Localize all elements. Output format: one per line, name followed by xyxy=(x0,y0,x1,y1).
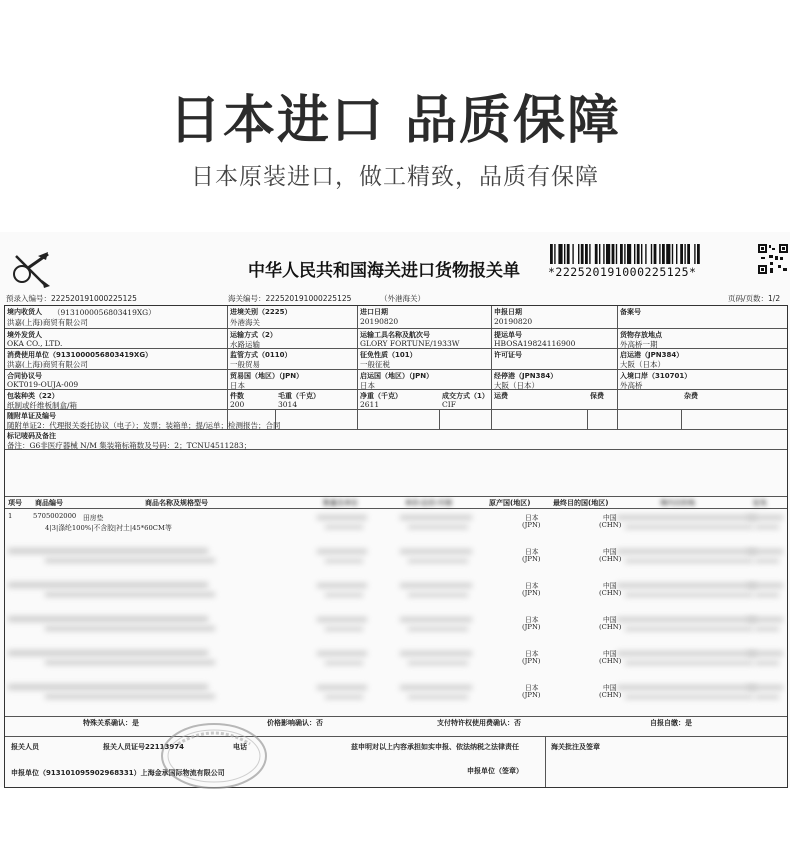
redacted-value xyxy=(755,627,779,631)
redacted-value xyxy=(747,617,783,622)
item-destination-code: (CHN) xyxy=(599,589,622,597)
shipper-label: 境外发货人 xyxy=(7,331,42,339)
barcode-bar xyxy=(654,244,657,264)
barcode-bar xyxy=(581,244,584,264)
redacted-value xyxy=(325,695,363,699)
transit-value: 大阪（日本） xyxy=(494,381,539,390)
barcode-bar xyxy=(680,244,683,264)
barcode-bar xyxy=(578,244,579,264)
redacted-value xyxy=(400,651,472,656)
barcode-bar xyxy=(637,244,640,264)
item-name: 田房垫 xyxy=(83,514,104,522)
declare-date-value: 20190820 xyxy=(494,317,533,326)
barcode-bar xyxy=(641,244,642,264)
consignee-code: （913100005680341​9XG） xyxy=(53,308,156,317)
header-price: 单价/总价/币制 xyxy=(405,499,453,507)
barcode-bar xyxy=(672,244,673,264)
barcode-bar xyxy=(603,244,604,264)
docs-value: 随附单证2：代理报关委托协议（电子）；发票；装箱单；提/运单；检测报告；合同 xyxy=(7,421,281,430)
customs-notes-label: 海关批注及签章 xyxy=(551,743,600,751)
redacted-value xyxy=(325,661,363,665)
redacted-value xyxy=(408,559,468,563)
barcode-bar xyxy=(684,244,685,264)
redacted-value xyxy=(755,593,779,597)
consignee-label: 境内收货人 xyxy=(7,308,42,316)
item-origin-code: (JPN) xyxy=(522,623,541,631)
barcode-bar xyxy=(564,244,565,264)
misc-fee-label: 杂费 xyxy=(684,392,698,400)
transit-label: 经停港（JPN384） xyxy=(494,372,558,380)
supervision-value: 一般贸易 xyxy=(230,360,260,369)
origin-country-label: 启运国（地区）（JPN） xyxy=(360,372,434,380)
redacted-value xyxy=(747,549,783,554)
item-destination: 中国 xyxy=(603,684,617,692)
storage-value: 外高桥一期 xyxy=(620,340,658,349)
barcode-bar xyxy=(634,244,635,264)
barcode-bar xyxy=(595,244,598,264)
item-origin-code: (JPN) xyxy=(522,589,541,597)
vessel-label: 运输工具名称及航次号 xyxy=(360,331,430,339)
redacted-value xyxy=(747,515,783,520)
redacted-value xyxy=(317,685,367,690)
barcode-bar xyxy=(624,244,625,264)
redacted-value xyxy=(325,559,363,563)
record-no-label: 备案号 xyxy=(620,308,641,316)
gross-weight-value: 3014 xyxy=(278,400,298,409)
contract-value: OKT019-OUJA-009 xyxy=(7,380,79,389)
redacted-value xyxy=(747,651,783,656)
redacted-item-desc xyxy=(8,616,208,622)
storage-label: 货物存放地点 xyxy=(620,331,662,339)
hero-subtitle: 日本原装进口，做工精致，品质有保障 xyxy=(191,164,599,190)
item-destination-code: (CHN) xyxy=(599,555,622,563)
redacted-value xyxy=(747,685,783,690)
header-origin: 原产国(地区) xyxy=(489,499,531,507)
item-code: 5705002000 xyxy=(33,512,77,520)
net-weight-label: 净重（千克） xyxy=(360,392,402,400)
redacted-value xyxy=(408,695,468,699)
preentry-number: 预录入编号：222520191000225125 xyxy=(6,294,137,303)
vessel-value: GLORY FORTUNE/1933W xyxy=(360,339,460,348)
redacted-value xyxy=(625,661,753,665)
redacted-item-spec xyxy=(45,660,215,665)
document-title: 中华人民共和国海关进口货物报关单 xyxy=(248,261,520,281)
user-unit-label: 消费使用单位（913100005680341​9XG） xyxy=(7,351,153,359)
barcode-bar xyxy=(558,244,562,264)
item-origin-code: (JPN) xyxy=(522,521,541,529)
transport-mode-value: 水路运输 xyxy=(230,340,260,349)
declarant-cert: 报关人员证号22113974 xyxy=(103,743,184,751)
redacted-value xyxy=(317,651,367,656)
barcode-bar xyxy=(651,244,652,264)
redacted-value xyxy=(400,515,472,520)
barcode-bar xyxy=(676,244,677,264)
tax-value: 一般征税 xyxy=(360,360,390,369)
declarant-label: 报关人员 xyxy=(11,743,39,751)
item-destination-code: (CHN) xyxy=(599,657,622,665)
phone-label: 电话 xyxy=(233,743,247,751)
redacted-value xyxy=(325,525,363,529)
redacted-value xyxy=(625,593,753,597)
entry-point-value: 外高桥 xyxy=(620,381,643,390)
pieces-label: 件数 xyxy=(230,392,244,400)
barcode-bar xyxy=(589,244,590,264)
terms-value: CIF xyxy=(442,400,456,409)
redacted-value xyxy=(755,525,779,529)
redacted-value xyxy=(625,695,753,699)
item-origin: 日本 xyxy=(525,684,539,692)
redacted-value xyxy=(317,583,367,588)
qr-code-icon xyxy=(758,244,788,274)
barcode-bar xyxy=(567,244,570,264)
item-origin-code: (JPN) xyxy=(522,657,541,665)
barcode-bar xyxy=(612,244,615,264)
barcode-icon xyxy=(550,244,750,264)
special-relation: 特殊关系确认：是 xyxy=(83,719,139,727)
redacted-value xyxy=(325,627,363,631)
item-number: 1 xyxy=(8,512,13,520)
trade-country-label: 贸易国（地区）（JPN） xyxy=(230,372,304,380)
transport-mode-label: 运输方式（2） xyxy=(230,331,277,339)
redacted-item-desc xyxy=(8,548,208,554)
entry-point-label: 入境口岸（310701） xyxy=(620,372,692,380)
tax-label: 征免性质（101） xyxy=(360,351,417,359)
hero-title: 日本进口 品质保障 xyxy=(168,91,622,151)
header-domestic-dest: 境内目的地 xyxy=(660,499,695,507)
departure-label: 启运港（JPN384） xyxy=(620,351,684,359)
barcode-bar xyxy=(585,244,588,264)
redacted-item-spec xyxy=(45,558,215,563)
entry-port-label: 进境关别（2225） xyxy=(230,308,292,316)
redacted-item-spec xyxy=(45,694,215,699)
gross-weight-label: 毛重（千克） xyxy=(278,392,320,400)
bl-value: HBOSA19824116900 xyxy=(494,339,576,348)
redacted-value xyxy=(747,583,783,588)
barcode-bar xyxy=(687,244,690,264)
pieces-value: 200 xyxy=(230,400,245,409)
declare-date-label: 申报日期 xyxy=(494,308,522,316)
barcode-bar xyxy=(659,244,660,264)
barcode-bar xyxy=(694,244,695,264)
barcode-bar xyxy=(662,244,665,264)
barcode-bar xyxy=(697,244,700,264)
item-origin: 日本 xyxy=(525,514,539,522)
marks-label: 标记唛码及备注 xyxy=(7,432,56,440)
redacted-value xyxy=(755,559,779,563)
redacted-value xyxy=(755,695,779,699)
redacted-value xyxy=(625,627,753,631)
item-destination-code: (CHN) xyxy=(599,691,622,699)
barcode-text: *222520191000225125* xyxy=(548,265,697,279)
freight-label: 运费 xyxy=(494,392,508,400)
item-destination-code: (CHN) xyxy=(599,623,622,631)
barcode-bar xyxy=(599,244,600,264)
redacted-value xyxy=(617,651,757,656)
redacted-item-desc xyxy=(8,684,208,690)
license-label: 许可证号 xyxy=(494,351,522,359)
redacted-value xyxy=(408,593,468,597)
redacted-value xyxy=(617,583,757,588)
redacted-value xyxy=(408,661,468,665)
barcode-bar xyxy=(645,244,646,264)
company-seal-icon xyxy=(158,720,270,792)
entry-port-value: 外港海关 xyxy=(230,318,260,327)
customs-office: （外港海关） xyxy=(380,294,425,303)
redacted-value xyxy=(617,617,757,622)
redacted-value xyxy=(400,685,472,690)
redacted-value xyxy=(617,685,757,690)
item-origin: 日本 xyxy=(525,548,539,556)
page-indicator: 页码/页数：1/2 xyxy=(728,294,781,303)
package-label: 包装种类（22） xyxy=(7,392,59,400)
item-spec: 4|3|涤纶100%|不含胶|衬土|45*60CM等 xyxy=(45,524,172,532)
item-origin: 日本 xyxy=(525,616,539,624)
barcode-bar xyxy=(572,244,573,264)
redacted-value xyxy=(400,549,472,554)
package-value: 纸制或纤维板制盒/箱 xyxy=(7,401,78,410)
item-destination: 中国 xyxy=(603,650,617,658)
redacted-item-desc xyxy=(8,650,208,656)
departure-value: 大阪（日本） xyxy=(620,360,665,369)
import-date-value: 20190820 xyxy=(360,317,399,326)
docs-label: 随附单证及编号 xyxy=(7,412,56,420)
item-origin: 日本 xyxy=(525,650,539,658)
royalty-confirm: 支付特许权使用费确认：否 xyxy=(437,719,521,727)
barcode-bar xyxy=(606,244,610,264)
barcode-bar xyxy=(550,244,553,264)
redacted-value xyxy=(400,583,472,588)
redacted-value xyxy=(317,549,367,554)
item-origin-code: (JPN) xyxy=(522,555,541,563)
redacted-value xyxy=(408,627,468,631)
redacted-value xyxy=(317,617,367,622)
barcode-bar xyxy=(554,244,555,264)
import-date-label: 进口日期 xyxy=(360,308,388,316)
legal-statement: 兹申明对以上内容承担如实申报、依法纳税之法律责任 xyxy=(351,743,519,751)
price-influence: 价格影响确认：否 xyxy=(267,719,323,727)
insurance-label: 保费 xyxy=(590,392,604,400)
self-report: 自报自缴：是 xyxy=(650,719,692,727)
customs-emblem-icon xyxy=(8,250,54,290)
bl-label: 提运单号 xyxy=(494,331,522,339)
redacted-item-desc xyxy=(8,582,208,588)
item-destination: 中国 xyxy=(603,548,617,556)
header-exemption: 征免 xyxy=(753,499,767,507)
agent-seal-label: 申报单位（签章） xyxy=(467,767,523,775)
user-unit-value: 洪嘉(上海)商贸有限公司 xyxy=(7,360,88,369)
redacted-value xyxy=(400,617,472,622)
consignee-name: 洪嘉(上海)商贸有限公司 xyxy=(7,318,88,327)
barcode-bar xyxy=(616,244,617,264)
header-name: 商品名称及规格型号 xyxy=(145,499,208,507)
barcode-bar xyxy=(620,244,623,264)
redacted-value xyxy=(325,593,363,597)
redacted-item-spec xyxy=(45,626,215,631)
redacted-value xyxy=(617,515,757,520)
redacted-value xyxy=(617,549,757,554)
marks-value: 备注：G6非医疗器械 N/M 集装箱标箱数及号码：2；TCNU4511283； xyxy=(7,441,252,450)
agent-unit: 申报单位（913101095902968331）上海金承国际物流有限公司 xyxy=(11,769,225,777)
item-origin: 日本 xyxy=(525,582,539,590)
item-destination: 中国 xyxy=(603,514,617,522)
contract-label: 合同协议号 xyxy=(7,372,42,380)
redacted-value xyxy=(408,525,468,529)
header-item-no: 项号 xyxy=(8,499,22,507)
customs-number: 海关编号：222520191000225125 xyxy=(228,294,352,303)
item-destination-code: (CHN) xyxy=(599,521,622,529)
trade-country-value: 日本 xyxy=(230,381,245,390)
supervision-label: 监管方式（0110） xyxy=(230,351,292,359)
redacted-value xyxy=(317,515,367,520)
origin-country-value: 日本 xyxy=(360,381,375,390)
item-destination: 中国 xyxy=(603,616,617,624)
barcode-bar xyxy=(627,244,631,264)
header-code: 商品编号 xyxy=(35,499,63,507)
item-origin-code: (JPN) xyxy=(522,691,541,699)
header-quantity: 数量及单位 xyxy=(323,499,358,507)
net-weight-value: 2611 xyxy=(360,400,380,409)
item-destination: 中国 xyxy=(603,582,617,590)
barcode-bar xyxy=(666,244,670,264)
declaration-form xyxy=(4,305,788,788)
redacted-value xyxy=(625,559,753,563)
redacted-value xyxy=(755,661,779,665)
shipper-value: OKA CO., LTD. xyxy=(7,339,63,348)
header-destination: 最终目的国(地区) xyxy=(553,499,609,507)
redacted-value xyxy=(625,525,753,529)
terms-label: 成交方式（1） xyxy=(442,392,489,400)
redacted-item-spec xyxy=(45,592,215,597)
